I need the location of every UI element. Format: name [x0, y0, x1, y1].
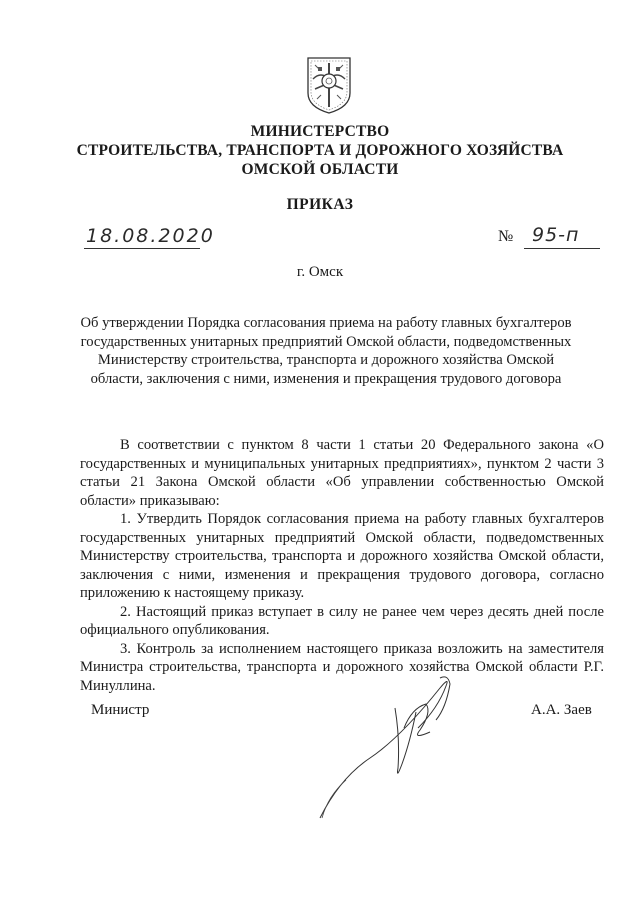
ministry-header	[0, 122, 640, 179]
order-subject: Об утверждении Порядка согласования приема на работу главных бухгалтеров государственных унитарных предприятий Омской области, подведомственных Министерству строительства, транспорта и дорожного хозяйства Омской области, заключения с ними, изменения и прекращения трудового договора	[80, 315, 572, 387]
body-paragraph-3: 3. Контроль за исполнением настоящего приказа возложить на заместителя Министра строительства, транспорта и дорожного хозяйства Омской области Р.Г. Минуллина.	[80, 640, 604, 694]
order-body	[80, 436, 604, 695]
body-paragraph-2: 2. Настоящий приказ вступает в силу не ранее чем через десять дней после официального опубликования.	[80, 603, 604, 638]
date-underline	[84, 248, 200, 249]
order-number	[498, 224, 602, 250]
omsk-coat-of-arms-icon	[305, 55, 353, 115]
number-sign: №	[498, 228, 514, 245]
header-line-2: СТРОИТЕЛЬСТВА, ТРАНСПОРТА И ДОРОЖНОГО ХОЗЯЙСТВА	[76, 142, 564, 159]
number-underline	[524, 248, 600, 249]
order-title: ПРИКАЗ	[286, 196, 354, 213]
order-date	[84, 224, 215, 250]
signatory-name: А.А. Заев	[531, 702, 592, 718]
order-date-value: 18.08.2020	[86, 225, 215, 247]
header-line-1: МИНИСТЕРСТВО	[250, 123, 390, 140]
signatory-position: Министр	[91, 702, 150, 718]
handwritten-signature-icon	[300, 668, 480, 830]
body-paragraph-preamble: В соответствии с пунктом 8 части 1 статьи 20 Федерального закона «О государственных и муниципальных унитарных предприятиях», пунктом 2 части 3 статьи 21 Закона Омской области «Об управлении собственностью Омской области» приказываю:	[80, 437, 604, 509]
city: г. Омск	[296, 264, 344, 280]
header-line-3: ОМСКОЙ ОБЛАСТИ	[241, 161, 399, 178]
order-number-value: 95-п	[532, 224, 580, 246]
body-paragraph-1: 1. Утвердить Порядок согласования приема на работу главных бухгалтеров государственных унитарных предприятий Омской области, подведомственных Министерству строительства, транспорта и дорожного хозяйства Омской области, заключения с ними, изменения и прекращения трудового договора, согласно приложению к настоящему приказу.	[80, 511, 604, 601]
